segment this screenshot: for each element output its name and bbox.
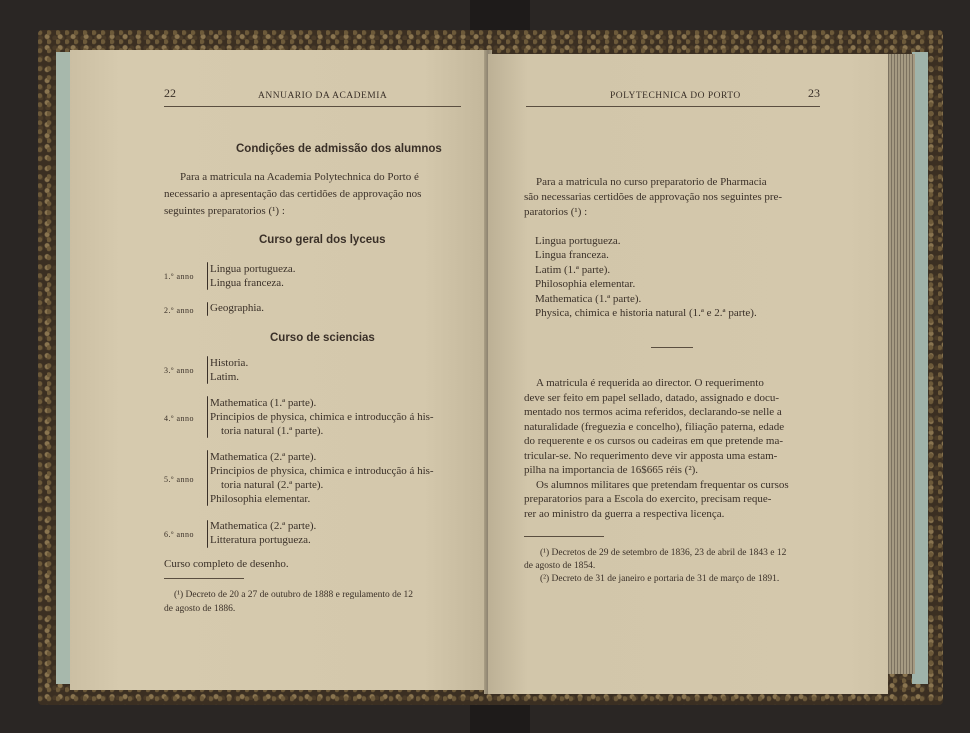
- right-footnote: de agosto de 1854.: [524, 561, 596, 571]
- page-stack: [885, 54, 915, 674]
- left-intro-line: Para a matricula na Academia Polytechnica do Porto é: [180, 171, 419, 183]
- right-intro-line: paratorios (¹) :: [524, 206, 588, 218]
- subject-item: toria natural (2.ª parte).: [221, 479, 324, 491]
- left-intro-line: seguintes preparatorios (¹) :: [164, 205, 285, 217]
- year-label: 3.º anno: [164, 366, 195, 375]
- right-page: [488, 54, 888, 694]
- left-running-head: ANNUARIO DA ACADEMIA: [258, 91, 388, 101]
- brace: [207, 262, 208, 290]
- year-label: 4.º anno: [164, 414, 195, 423]
- subject-item: toria natural (1.ª parte).: [221, 425, 324, 437]
- paragraph-line: mentado nos termos acima referidos, declarando-se nelle a: [524, 406, 782, 418]
- paragraph-line: naturalidade (freguezia e concelho), filiação paterna, edade: [524, 421, 785, 433]
- year-label: 6.º anno: [164, 530, 195, 539]
- paragraph-line: deve ser feito em papel sellado, datado, assignado e docu-: [524, 392, 780, 404]
- subject-item: Mathematica (2.ª parte).: [210, 520, 317, 532]
- right-footnote: (¹) Decretos de 29 de setembro de 1836, 23 de abril de 1843 e 12: [540, 548, 787, 558]
- footnote-rule: [164, 578, 244, 579]
- desenho-line: Curso completo de desenho.: [164, 558, 289, 570]
- left-head-rule: [164, 106, 461, 107]
- brace: [207, 302, 208, 316]
- right-page-number: 23: [808, 86, 820, 100]
- left-footnote: (¹) Decreto de 20 a 27 de outubro de 1888 e regulamento de 12: [174, 590, 413, 600]
- liceus-title: Curso geral dos lyceus: [259, 234, 386, 246]
- brace: [207, 520, 208, 548]
- subject-item: Mathematica (1.ª parte).: [535, 293, 642, 305]
- paragraph-line: pilha na importancia de 16$665 réis (²).: [524, 464, 699, 476]
- section-divider: [651, 347, 693, 348]
- left-footnote: de agosto de 1886.: [164, 604, 236, 614]
- subject-item: Mathematica (1.ª parte).: [210, 397, 317, 409]
- brace: [207, 356, 208, 384]
- year-label: 2.º anno: [164, 306, 195, 315]
- subject-item: Philosophia elementar.: [535, 278, 636, 290]
- year-label: 5.º anno: [164, 475, 195, 484]
- subject-item: Mathematica (2.ª parte).: [210, 451, 317, 463]
- paragraph-line: rer ao ministro da guerra a respectiva licença.: [524, 508, 725, 520]
- subject-item: Lingua portugueza.: [210, 263, 296, 275]
- subject-item: Latim (1.ª parte).: [535, 264, 611, 276]
- subject-item: Latim.: [210, 371, 240, 383]
- subject-item: Philosophia elementar.: [210, 493, 311, 505]
- paragraph-line: tricular-se. No requerimento deve vir apposta uma estam-: [524, 450, 778, 462]
- left-intro-line: necessario a apresentação das certidões de approvação nos: [164, 188, 422, 200]
- paragraph-line: A matricula é requerida ao director. O requerimento: [536, 377, 764, 389]
- sciencias-title: Curso de sciencias: [270, 332, 375, 344]
- brace: [207, 396, 208, 438]
- right-intro-line: Para a matricula no curso preparatorio de Pharmacia: [536, 176, 767, 188]
- subject-item: Lingua portugueza.: [535, 235, 621, 247]
- subject-item: Lingua franceza.: [535, 249, 609, 261]
- subject-item: Principios de physica, chimica e introducção á his-: [210, 411, 434, 423]
- subject-item: Historia.: [210, 357, 249, 369]
- subject-item: Litteratura portugueza.: [210, 534, 311, 546]
- subject-item: Physica, chimica e historia natural (1.ª e 2.ª parte).: [535, 307, 757, 319]
- subject-item: Geographia.: [210, 302, 265, 314]
- left-page-number: 22: [164, 86, 176, 100]
- paragraph-line: preparatorios para a Escola do exercito, precisam reque-: [524, 493, 772, 505]
- footnote-rule: [524, 536, 604, 537]
- subject-item: Lingua franceza.: [210, 277, 284, 289]
- subject-item: Principios de physica, chimica e introducção á his-: [210, 465, 434, 477]
- right-head-rule: [526, 106, 820, 107]
- right-intro-line: são necessarias certidões de approvação nos seguintes pre-: [524, 191, 783, 203]
- brace: [207, 450, 208, 506]
- section-title: Condições de admissão dos alumnos: [236, 143, 442, 155]
- year-label: 1.º anno: [164, 272, 195, 281]
- right-footnote: (²) Decreto de 31 de janeiro e portaria de 31 de março de 1891.: [540, 574, 780, 584]
- right-running-head: POLYTECHNICA DO PORTO: [610, 91, 741, 101]
- paragraph-line: do requerente e os cursos ou cadeiras em que pretende ma-: [524, 435, 783, 447]
- paragraph-line: Os alumnos militares que pretendam frequentar os cursos: [536, 479, 789, 491]
